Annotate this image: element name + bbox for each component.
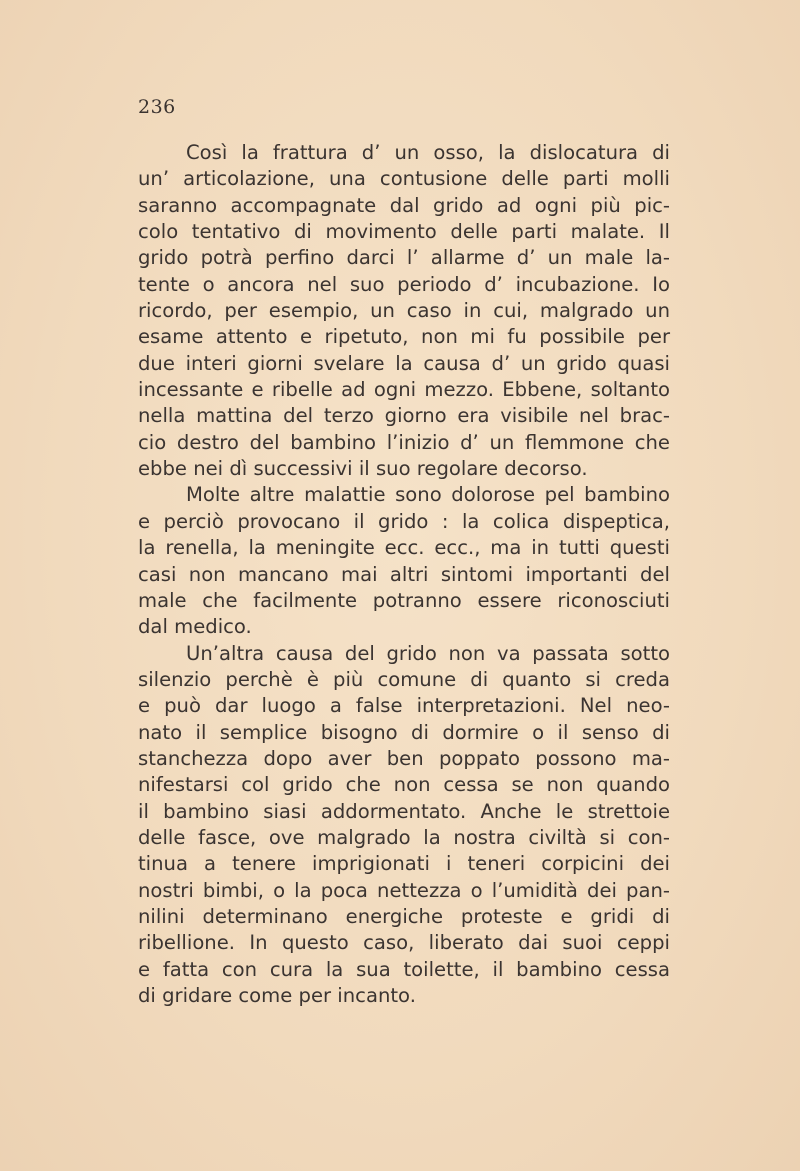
paragraph [138, 140, 670, 482]
text-line: nilini determinano energiche proteste e gridi di [138, 904, 670, 928]
text-line: stanchezza dopo aver ben poppato possono ma- [138, 746, 670, 770]
text-line: tente o ancora nel suo periodo d’ incubazione. Io [138, 272, 670, 296]
text-line: silenzio perchè è più comune di quanto si creda [138, 667, 670, 691]
text-line: nostri bimbi, o la poca nettezza o l’umidità dei pan- [138, 878, 670, 902]
text-line: cio destro del bambino l’inizio d’ un flemmone che [138, 430, 670, 454]
text-line: e perciò provocano il grido : la colica dispeptica, [138, 509, 670, 533]
page-number: 236 [138, 96, 176, 118]
text-line: colo tentativo di movimento delle parti malate. Il [138, 220, 670, 244]
text-line: dal medico. [138, 615, 252, 639]
text-line: il bambino siasi addormentato. Anche le strettoie [138, 799, 670, 823]
text-line: Così la frattura d’ un osso, la dislocatura di [186, 141, 670, 164]
text-line: incessante e ribelle ad ogni mezzo. Ebbene, soltanto [138, 378, 670, 402]
text-line: due interi giorni svelare la causa d’ un grido quasi [138, 351, 670, 375]
text-line: esame attento e ripetuto, non mi fu possibile per [138, 325, 670, 349]
text-line: nifestarsi col grido che non cessa se non quando [138, 773, 670, 797]
text-line: ribellione. In questo caso, liberato dai suoi ceppi [138, 931, 670, 955]
text-line: la renella, la meningite ecc. ecc., ma in tutti questi [138, 536, 670, 560]
text-line: nella mattina del terzo giorno era visibile nel brac- [138, 404, 670, 428]
text-line: casi non mancano mai altri sintomi importanti del [138, 562, 670, 586]
text-line: Un’altra causa del grido non va passata sotto [186, 641, 670, 665]
text-line: e può dar luogo a false interpretazioni. Nel neo- [138, 694, 670, 718]
text-line: grido potrà perfino darci l’ allarme d’ un male la- [138, 246, 670, 270]
text-line: e fatta con cura la sua toilette, il bambino cessa [138, 957, 670, 981]
text-line: saranno accompagnate dal grido ad ogni più pic- [138, 193, 670, 217]
text-line: tinua a tenere imprigionati i teneri corpicini dei [138, 852, 670, 876]
text-line: ricordo, per esempio, un caso in cui, malgrado un [138, 299, 670, 323]
paragraph [138, 482, 670, 640]
text-line: ebbe nei dì successivi il suo regolare decorso. [138, 457, 588, 481]
paragraph [138, 641, 670, 1010]
text-line: male che facilmente potranno essere riconosciuti [138, 588, 670, 612]
text-line: un’ articolazione, una contusione delle parti molli [138, 167, 670, 191]
text-line: delle fasce, ove malgrado la nostra civiltà si con- [138, 825, 670, 849]
text-line: nato il semplice bisogno di dormire o il senso di [138, 720, 670, 744]
text-line: Molte altre malattie sono dolorose pel bambino [186, 483, 670, 507]
body-text [138, 140, 670, 1009]
text-line: di gridare come per incanto. [138, 984, 416, 1007]
